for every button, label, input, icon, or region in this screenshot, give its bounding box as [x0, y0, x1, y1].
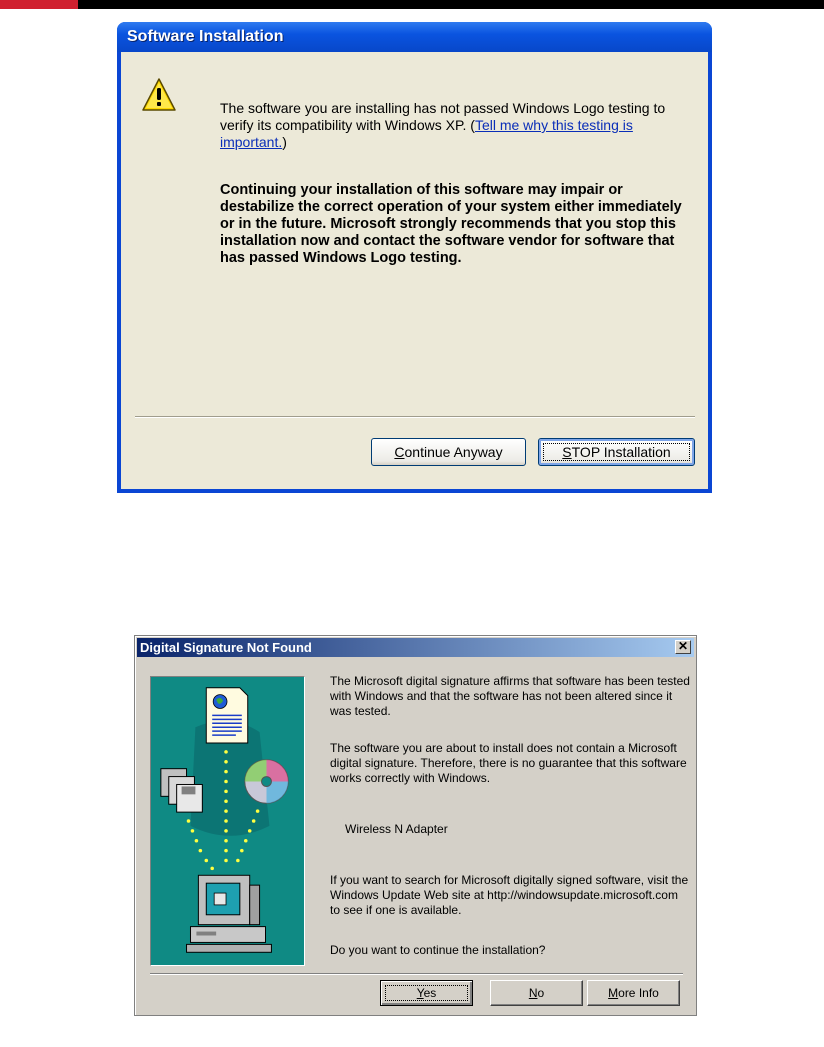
dialog-title: Software Installation — [127, 28, 284, 45]
continue-label: ontinue Anyway — [404, 444, 503, 460]
driver-install-illustration — [150, 676, 305, 966]
message-text: The software you are installing has not passed Windows Logo testing to verify its compatibility with Windows XP. ( — [220, 100, 666, 133]
continue-mnemonic: C — [394, 444, 405, 460]
focus-rect — [385, 985, 468, 1001]
more-info-mnemonic: M — [608, 986, 619, 1000]
stop-mnemonic: S — [562, 444, 572, 460]
continue-question: Do you want to continue the installation? — [330, 943, 546, 957]
software-installation-dialog — [117, 22, 712, 493]
divider — [135, 416, 695, 418]
no-signature-warning: The software you are about to install does not contain a Microsoft digital signature. Therefore, there is no guarantee that this software works correctly with Windows. — [330, 741, 687, 785]
warning-message: Continuing your installation of this software may impair or destabilize the correct operation of your system either immediately or in the future. Microsoft strongly recommends that you stop this installation now and contact the software vendor for software that has passed Windows Logo testing. — [220, 182, 682, 266]
compatibility-message — [220, 100, 680, 151]
dialog-title: Digital Signature Not Found — [140, 640, 312, 655]
no-button[interactable] — [490, 980, 583, 1006]
windows-update-info: If you want to search for Microsoft digitally signed software, visit the Windows Update Web site at http://windowsupdate.microsoft.com to see if one is available. — [330, 873, 689, 917]
divider — [150, 973, 683, 975]
dialog-body — [121, 52, 708, 489]
device-name: Wireless N Adapter — [345, 822, 448, 836]
dialog-title-bar[interactable] — [137, 638, 694, 657]
stop-label: TOP Installation — [571, 444, 671, 460]
yes-mnemonic: Y — [416, 986, 424, 1000]
yes-button[interactable] — [380, 980, 473, 1006]
message-close-paren: ) — [282, 134, 287, 150]
continue-anyway-button[interactable] — [371, 438, 526, 466]
warning-icon — [141, 77, 177, 113]
no-label: o — [537, 986, 545, 1000]
more-info-label: ore Info — [618, 986, 659, 1000]
close-icon[interactable]: ✕ — [675, 640, 691, 654]
tell-me-why-link[interactable]: Tell me why this testing is important. — [220, 117, 633, 150]
computer-icon — [187, 875, 272, 952]
cd-icon — [245, 760, 288, 803]
focus-rect — [543, 443, 690, 461]
digital-signature-dialog — [134, 635, 697, 1016]
stop-installation-button[interactable] — [538, 438, 695, 466]
yes-label: es — [423, 986, 437, 1000]
page-header-bar — [0, 0, 824, 9]
dialog-title-bar[interactable] — [117, 22, 712, 52]
header-accent — [0, 0, 78, 9]
no-mnemonic: N — [528, 986, 538, 1000]
signature-explanation: The Microsoft digital signature affirms that software has been tested with Windows and that the software has not been altered since it was tested. — [330, 674, 690, 718]
more-info-button[interactable] — [587, 980, 680, 1006]
document-icon — [206, 688, 247, 743]
